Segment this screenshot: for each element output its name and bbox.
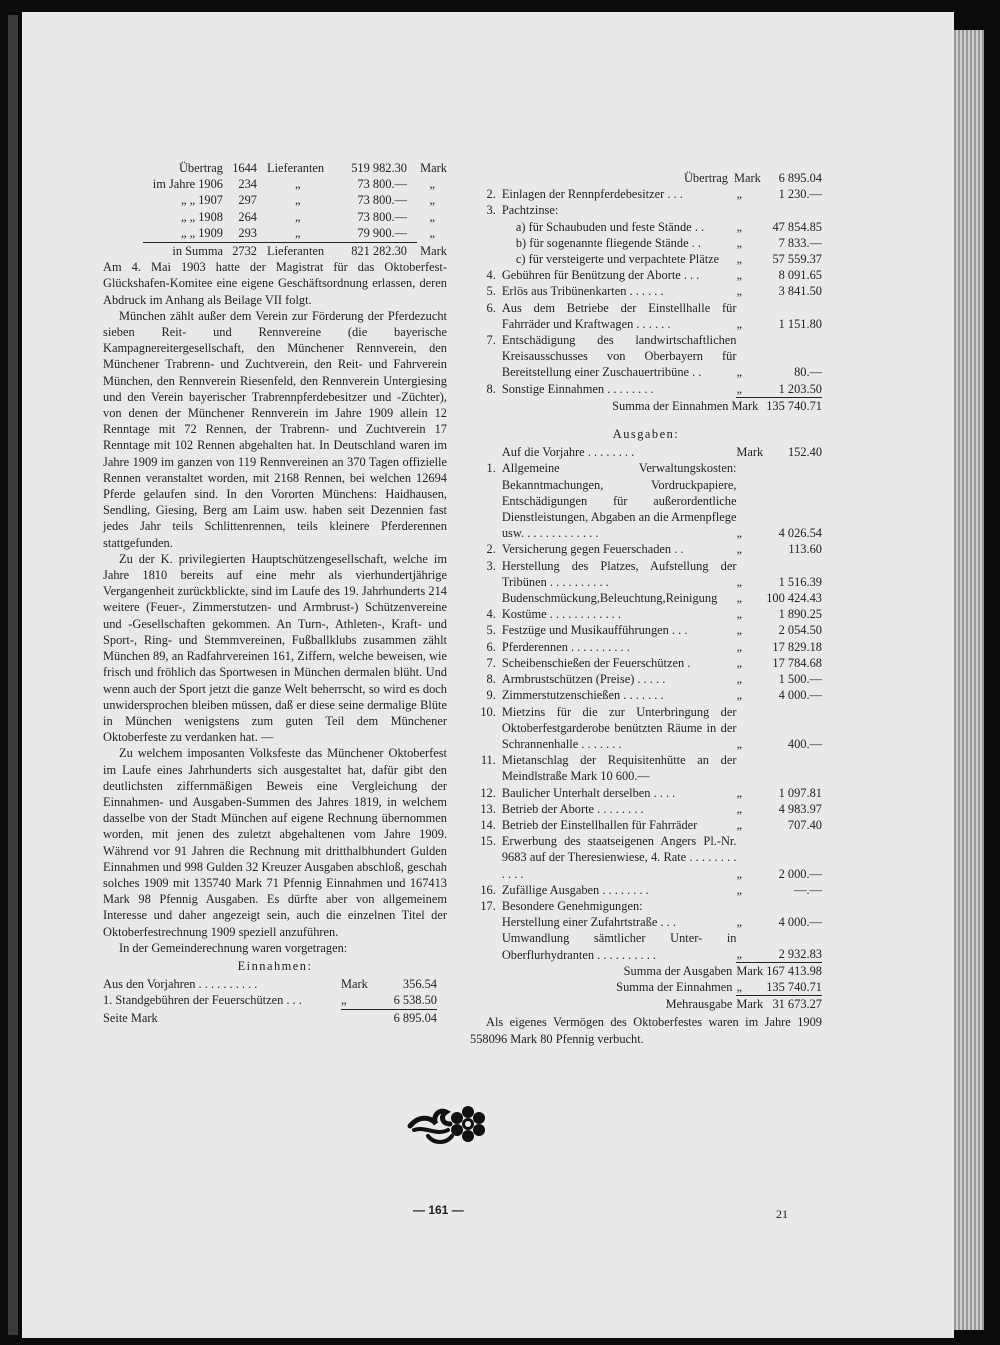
item-unit: „ — [736, 574, 742, 589]
list-item — [470, 882, 822, 898]
item-unit: „ — [736, 866, 742, 881]
item-unit: „ — [736, 688, 742, 703]
table-cell: im Jahre 1906 — [152, 177, 223, 192]
item-label: Auf die Vorjahre . . . . . . . . — [501, 445, 635, 460]
item-number: 3. — [486, 203, 496, 218]
list-item — [470, 251, 822, 267]
total-label: Summa der Einnahmen — [616, 979, 733, 994]
item-value: 1 151.80 — [778, 316, 822, 331]
item-number: 2. — [486, 187, 496, 202]
total-label: Mehrausgabe — [665, 997, 733, 1012]
item-label: Zimmerstutzenschießen . . . . . . . — [501, 688, 664, 703]
ausgaben-heading: Ausgaben: — [612, 427, 680, 442]
item-number: 12. — [480, 785, 496, 800]
item-label: Armbrustschützen (Preise) . . . . . — [501, 672, 666, 687]
table-cell: 821 282.30 — [351, 244, 407, 259]
list-item — [470, 833, 822, 882]
item-value: 2 000.— — [778, 866, 822, 881]
item-unit: Mark — [341, 977, 368, 992]
item-value: 6 895.04 — [778, 171, 822, 185]
total-row — [470, 996, 822, 1012]
table-row — [103, 209, 447, 225]
total-unit: „ — [736, 979, 762, 996]
item-label: b) für sogenannte fliegende Stände . . — [515, 235, 701, 250]
item-label: Versicherung gegen Feuerschaden . . — [501, 542, 684, 557]
list-item — [470, 219, 822, 235]
list-item — [470, 622, 822, 638]
item-value: 3 841.50 — [778, 284, 822, 299]
total-unit: Mark — [736, 997, 764, 1012]
item-number: 15. — [480, 834, 496, 849]
item-value: 4 026.54 — [778, 526, 822, 541]
list-item — [470, 332, 822, 381]
item-label: Besondere Genehmigungen: — [501, 898, 643, 913]
item-number: 7. — [486, 333, 496, 348]
item-label: Übertrag — [683, 171, 728, 185]
table-cell: „ — [429, 177, 435, 192]
item-label: Zufällige Ausgaben . . . . . . . . — [501, 882, 649, 897]
sum-row — [103, 243, 447, 259]
list-item — [470, 283, 822, 299]
item-value: 7 833.— — [778, 235, 822, 250]
item-number — [470, 251, 502, 267]
flower-ornament-icon — [406, 1100, 496, 1148]
left-column — [103, 160, 447, 1026]
list-item — [470, 460, 822, 541]
item-number — [470, 219, 502, 235]
item-value: 100 424.43 — [766, 591, 822, 606]
page-edges — [954, 30, 984, 1330]
item-number: 5. — [486, 284, 496, 299]
summe-einnahmen-row — [470, 398, 822, 414]
item-number: 6. — [486, 639, 496, 654]
item-label: Betrieb der Aborte . . . . . . . . — [501, 801, 644, 816]
item-label: Gebühren für Benützung der Aborte . . . — [501, 268, 700, 283]
item-value: 4 000.— — [778, 688, 822, 703]
table-cell: 1644 — [232, 161, 257, 175]
item-value: 1 890.25 — [778, 607, 822, 622]
list-item — [103, 976, 447, 992]
item-number: 14. — [480, 817, 496, 832]
right-column — [470, 170, 822, 1047]
total-value: 6 895.04 — [393, 1010, 437, 1025]
item-unit: „ — [736, 801, 742, 816]
item-value: 113.60 — [788, 542, 822, 557]
item-label: Einlagen der Rennpferdebesitzer . . . — [501, 187, 683, 202]
item-label: Budenschmückung,Beleuchtung,Reinigung — [501, 591, 718, 606]
item-label: 1. Standgebühren der Feuerschützen . . . — [103, 993, 302, 1008]
item-value: 1 230.— — [778, 187, 822, 202]
item-unit — [736, 752, 760, 784]
list-item — [470, 186, 822, 202]
total-value: 167 413.98 — [766, 963, 822, 978]
item-unit — [736, 202, 760, 218]
item-label: Festzüge und Musikaufführungen . . . — [501, 623, 688, 638]
item-unit — [736, 898, 760, 914]
table-row — [103, 160, 447, 176]
item-unit: Mark — [734, 171, 761, 185]
item-number: 8. — [486, 381, 496, 396]
list-item — [470, 752, 822, 784]
item-value — [760, 898, 822, 914]
item-unit: Mark — [736, 445, 764, 460]
item-value: 17 829.18 — [772, 639, 822, 654]
signature-mark: 21 — [776, 1207, 788, 1221]
table-cell: 293 — [238, 225, 257, 240]
table-cell: 297 — [238, 193, 257, 208]
item-label: a) für Schaubuden und feste Stände . . — [515, 219, 705, 234]
item-value: —.— — [794, 882, 822, 897]
list-item — [470, 817, 822, 833]
item-number: 16. — [480, 882, 496, 897]
item-unit: „ — [736, 639, 742, 654]
list-item — [470, 898, 822, 914]
item-value: 1 097.81 — [778, 785, 822, 800]
item-label: Sonstige Einnahmen . . . . . . . . — [501, 381, 654, 396]
table-cell: 73 800.— — [357, 193, 407, 208]
einnahmen-heading: Einnahmen: — [237, 958, 313, 973]
table-cell: „ „ 1907 — [181, 193, 223, 208]
table-cell: Lieferanten — [267, 244, 325, 259]
item-value: 80.— — [794, 365, 822, 380]
item-unit: „ — [736, 284, 742, 299]
table-cell: „ — [295, 193, 301, 208]
item-label: Herstellung des Platzes, Aufstellung der Tribünen . . . . . . . . . . — [501, 558, 737, 589]
list-item — [470, 381, 822, 398]
item-unit: „ — [736, 623, 742, 638]
table-cell: „ „ 1908 — [181, 209, 223, 224]
item-unit: „ — [736, 785, 742, 800]
suppliers-table — [103, 160, 447, 259]
item-value: 400.— — [787, 736, 822, 751]
item-unit: „ — [736, 526, 742, 541]
total-row — [470, 979, 822, 996]
table-cell: Mark — [420, 244, 447, 259]
item-number: 1. — [486, 461, 496, 476]
seite-total — [103, 1010, 447, 1026]
item-label: Kostüme . . . . . . . . . . . . — [501, 607, 621, 622]
total-value: 135 740.71 — [766, 398, 822, 413]
total-label: Summa der Ausgaben — [623, 963, 733, 978]
list-item — [470, 801, 822, 817]
item-number: 11. — [480, 753, 496, 768]
item-label: Betrieb der Einstellhallen für Fahrräder — [501, 817, 698, 832]
item-unit: „ — [736, 365, 742, 380]
item-value: 1 500.— — [778, 672, 822, 687]
item-label: Entschädigung des landwirtschaftlichen Kreisausschusses von Oberbayern für Bereitstellung einer Zuschauertribüne . . — [501, 333, 737, 380]
list-item — [470, 671, 822, 687]
item-label: Herstellung einer Zufahrtstraße . . . — [501, 915, 676, 930]
item-unit: „ — [736, 607, 742, 622]
list-item — [470, 687, 822, 703]
table-cell: „ — [429, 209, 435, 224]
table-cell: 264 — [238, 209, 257, 224]
item-label: Allgemeine Verwaltungskosten: Bekanntmachungen, Vordruckpapiere, Entschädigungen für außerordentliche Dienstleistungen, Abgaben an die Armenpflege usw. . . . . . . . . . . . . — [501, 461, 737, 541]
item-unit: „ — [736, 672, 742, 687]
item-unit: „ — [736, 915, 742, 930]
list-item — [470, 235, 822, 251]
item-label: Aus dem Betriebe der Einstellhalle für Fahrräder und Kraftwagen . . . . . . — [501, 300, 737, 331]
totals-block — [470, 963, 822, 1013]
item-unit: „ — [736, 219, 743, 234]
total-value: 135 740.71 — [762, 979, 822, 996]
total-value: 31 673.27 — [772, 997, 822, 1012]
uebertrag-row — [470, 170, 822, 186]
table-cell: 234 — [238, 177, 257, 192]
item-value: 356.54 — [402, 977, 437, 992]
list-item — [470, 590, 822, 606]
item-unit: „ — [736, 235, 743, 250]
item-number: 8. — [486, 672, 496, 687]
einnahmen-items — [470, 186, 822, 398]
book-spine — [8, 15, 18, 1335]
item-unit: „ — [736, 882, 742, 897]
item-unit: „ — [736, 655, 742, 670]
table-cell: Lieferanten — [267, 161, 325, 175]
list-item — [470, 541, 822, 557]
list-item — [470, 639, 822, 655]
item-number: 5. — [486, 623, 496, 638]
list-item — [470, 558, 822, 590]
item-value: 1 516.39 — [778, 574, 822, 589]
item-number: 9. — [486, 688, 496, 703]
paragraph: Am 4. Mai 1903 hatte der Magistrat für das Oktoberfest-Glückshafen-Komitee eine eigene Geschäftsordnung erlassen, deren Abdruck im Anhang als Beilage VII folgt. — [103, 260, 447, 307]
total-label: Seite Mark — [103, 1010, 158, 1025]
item-value: 57 559.37 — [772, 252, 822, 267]
item-number — [470, 590, 502, 606]
item-number: 4. — [486, 268, 496, 283]
list-item — [470, 606, 822, 622]
table-cell: 2732 — [232, 244, 257, 259]
list-item — [470, 930, 822, 962]
table-cell: Mark — [420, 161, 447, 175]
table-row — [103, 225, 447, 241]
list-item — [470, 444, 822, 460]
item-number: 6. — [486, 300, 496, 315]
total-row — [470, 963, 822, 979]
item-label: Erlös aus Tribünenkarten . . . . . . — [501, 284, 664, 299]
item-label: Umwandlung sämtlicher Unter- in Oberflurhydranten . . . . . . . . . . — [501, 931, 737, 962]
item-number: 17. — [480, 898, 496, 913]
table-cell: in Summa — [172, 244, 223, 259]
item-value — [760, 202, 822, 218]
item-number: 3. — [486, 558, 496, 573]
table-cell: Übertrag — [178, 161, 223, 175]
item-label: Scheibenschießen der Feuerschützen . — [501, 655, 691, 670]
item-number — [470, 444, 502, 460]
einnahmen-list — [103, 976, 447, 1026]
list-item — [470, 267, 822, 283]
table-cell: 519 982.30 — [351, 161, 407, 175]
table-cell: „ — [295, 209, 301, 224]
item-unit: „ — [736, 542, 742, 557]
list-item — [470, 202, 822, 218]
list-item — [470, 655, 822, 671]
item-number: 2. — [486, 542, 496, 557]
item-unit: „ — [736, 591, 742, 606]
table-row — [103, 176, 447, 192]
item-label: Pferderennen . . . . . . . . . . — [501, 639, 630, 654]
item-unit: „ — [736, 946, 760, 963]
item-unit: „ — [736, 817, 742, 832]
item-number — [470, 235, 502, 251]
item-value: 8 091.65 — [778, 268, 822, 283]
table-cell: „ „ 1909 — [181, 225, 223, 240]
table-cell: 73 800.— — [357, 209, 407, 224]
table-cell: „ — [295, 225, 301, 240]
item-value: 17 784.68 — [772, 655, 822, 670]
item-unit: „ — [736, 187, 742, 202]
paragraph: In der Gemeinderechnung waren vorgetragen: — [119, 940, 348, 955]
item-unit: „ — [736, 268, 742, 283]
paragraph: München zählt außer dem Verein zur Förderung der Pferdezucht sieben Reit- und Rennvereine (die bayerische Kampagnereitergesellschaft, den Münchener Rennverein, den Münchener Trabrenn- und Zuchtverein, den Reit- und Fahrverein München, den Rennverein Riesenfeld, den Rennverein Untergiesing und den Verein bayerischer Trabrennpferdebesitzer und -Züchter), von denen der Münchener Rennverein im Jahre 1909 allein 12 Renntage mit 72 Rennen, der Trabrenn- und Zuchtverein 17 Renntage mit 102 Rennen abgehalten hat. In Deutschland waren im Jahre 1909 im ganzen von 119 Rennvereinen an 370 Tagen offizielle Rennen veranstaltet worden, mit 2168 Rennen, bei welchen 12694 Pferde gelaufen sind. In den Vororten Münchens: Haidhausen, Sendling, Giesing, Berg am Laim usw. haben seit Dezennien fast jedes Jahr teils Schlittenrennen, teils kleinere Pferderennen stattgefunden. — [103, 308, 447, 550]
table-cell: „ — [429, 193, 435, 208]
ausgaben-items — [470, 444, 822, 963]
item-label: Erwerbung des staatseigenen Angers Pl.-Nr. 9683 auf der Theresienwiese, 4. Rate . . . . . . . . . . . . — [501, 834, 737, 881]
list-item — [470, 300, 822, 332]
item-label: Aus den Vorjahren . . . . . . . . . . — [103, 977, 258, 992]
list-item — [103, 992, 447, 1009]
total-unit: Mark — [736, 963, 764, 978]
list-item — [470, 704, 822, 753]
item-value — [760, 752, 822, 784]
item-number: 10. — [480, 704, 496, 719]
list-item — [470, 914, 822, 930]
total-label: Summa der Einnahmen Mark — [612, 398, 759, 413]
paragraph: Zu der K. privilegierten Hauptschützengesellschaft, welche im Jahre 1810 bereits auf eine mehr als vierhundertjährige Vergangenheit zurückblickte, sind im Laufe des 19. Jahrhunderts 214 weitere (Feuer-, Zimmerstutzen- und Armbrust-) Schützenvereine und -Gesellschaften gekommen. An Turn-, Athleten-, Kraft- und Sport-, Ring- und Stemmvereinen, Fußballklubs zusammen zählt München 89, an Radfahrvereinen 161, Ziffern, welche beweisen, wie frisch und fröhlich das Sportwesen in München dermalen blüht. Und wenn auch der Sport jetzt die ganze Welt beherrscht, so wird es doch unwidersprochen bleiben müssen, daß er diese seine dermalige Blüte in München wenigstens zum guten Teil dem Münchener Oktoberfeste zu verdanken hat. — — [103, 551, 447, 745]
table-cell: 79 900.— — [357, 225, 407, 240]
item-unit: „ — [736, 316, 742, 331]
item-unit: „ — [736, 252, 743, 267]
table-cell: „ — [295, 177, 301, 192]
item-value: 47 854.85 — [772, 219, 822, 234]
item-value: 152.40 — [787, 445, 823, 460]
item-number: 13. — [480, 801, 496, 816]
item-value: 2 054.50 — [778, 623, 822, 638]
table-cell: „ — [429, 225, 435, 240]
item-unit: „ — [736, 736, 742, 751]
paragraph: Zu welchem imposanten Volksfeste das Münchener Oktoberfest im Laufe eines Jahrhunderts sich ausgestaltet hat, dafür gibt den deutlichsten ziffernmäßigen Beweis eine Vergleichung der Einnahmen- und Ausgaben-Summen des Jahres 1819, in welchem dasselbe von der Stadt München auf eigene Rechnung übernommen worden, mit jenen des zuletzt abgehaltenen vom Jahre 1909. Während vor 91 Jahren die Rechnung mit dritthalbhundert Gulden Einnahmen und 998 Gulden 32 Kreuzer Ausgaben abschloß, geschah solches 1909 mit 135740 Mark 71 Pfennig Einnahmen und 167413 Mark 98 Pfennig Ausgaben. Es dürfte aber von allgemeinem Interesse und daher angezeigt sein, auch die einzelnen Titel der Oktoberfestrechnung 1909 speziell anzuführen. — [103, 746, 447, 939]
item-label: Baulicher Unterhalt derselben . . . . — [501, 785, 676, 800]
table-row — [103, 192, 447, 208]
item-value: 707.40 — [787, 817, 822, 832]
item-label: Pachtzinse: — [501, 203, 559, 218]
item-value: 6 538.50 — [381, 992, 437, 1009]
item-number — [470, 914, 502, 930]
item-number: 4. — [486, 607, 496, 622]
item-label: c) für versteigerte und verpachtete Plätze — [515, 252, 720, 267]
page-number: — 161 — — [413, 1203, 464, 1217]
item-value: 4 000.— — [778, 915, 822, 930]
table-cell: 73 800.— — [357, 177, 407, 192]
closing-paragraph: Als eigenes Vermögen des Oktoberfestes waren im Jahre 1909 558096 Mark 80 Pfennig verbucht. — [470, 1015, 822, 1046]
item-number: 7. — [486, 655, 496, 670]
item-value: 4 983.97 — [778, 801, 822, 816]
item-label: Mietzins für die zur Unterbringung der Oktoberfestgarderobe benützten Räume in der Schrannenhalle . . . . . . . — [501, 704, 737, 751]
item-value: 1 203.50 — [760, 381, 822, 398]
item-value: 2 932.83 — [760, 946, 822, 963]
item-label: Mietanschlag der Requisitenhütte an der Meindlstraße Mark 10 600.— — [501, 753, 737, 784]
item-unit: „ — [736, 381, 760, 398]
item-unit: „ — [341, 992, 381, 1009]
list-item — [470, 785, 822, 801]
